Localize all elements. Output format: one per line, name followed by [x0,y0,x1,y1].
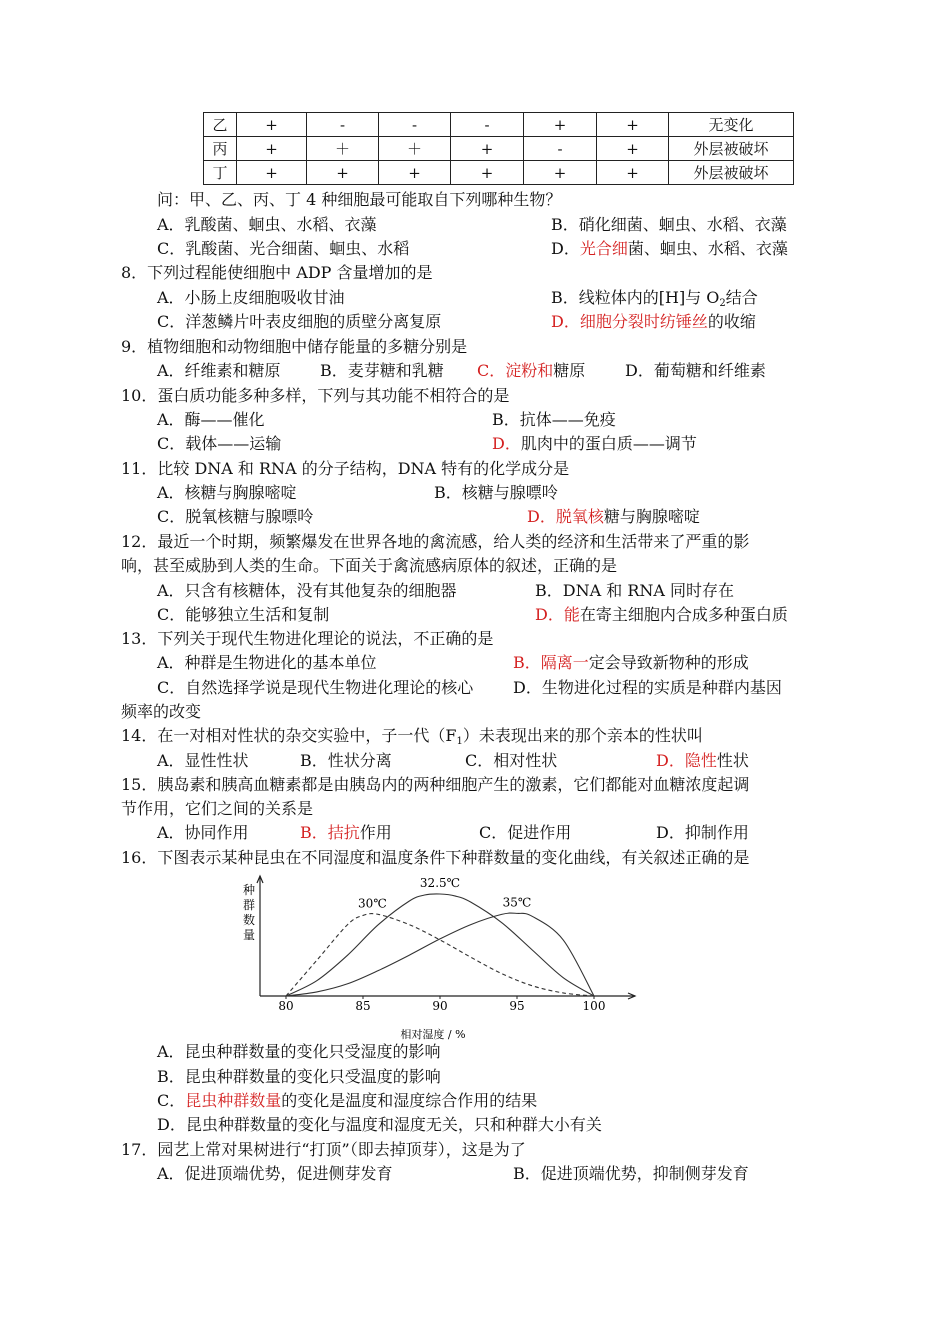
x-axis-label: 相对湿度 / % [400,1028,466,1041]
q14-option-b: B．性状分离 [300,751,392,770]
q11-option-a: A．核糖与胸腺嘧啶 [157,483,297,502]
row-result: 外层被破坏 [669,137,794,161]
table-cell: + [451,137,524,161]
subscript: 2 [719,298,726,309]
q17-option-b: B．促进顶端优势，抑制侧芽发育 [513,1164,749,1183]
q14-option-d [656,750,749,772]
answer-highlight: B．隔离一 [513,653,589,672]
q8-stem: 8．下列过程能使细胞中 ADP 含量增加的是 [121,263,433,282]
q9-option-d: D．葡萄糖和纤维素 [625,361,766,380]
q17-stem: 17．园艺上常对果树进行“打顶”（即去掉顶芽），这是为了 [121,1140,526,1159]
table-cell: ＋ [307,137,379,161]
y-axis-label-char: 数 [242,913,256,927]
q7-option-c: C．乳酸菌、光合细菌、蛔虫、水稻 [157,239,410,258]
answer-highlight: C．淀粉和 [477,361,554,380]
answer-highlight: D． [492,434,521,453]
q9-option-a: A．纤维素和糖原 [157,361,281,380]
q10-option-c: C．载体——运输 [157,434,282,453]
q15-option-d: D．抑制作用 [656,823,749,842]
q15-stem-line1: 15．胰岛素和胰高血糖素都是由胰岛内的两种细胞产生的激素，它们都能对血糖浓度起调 [121,775,750,794]
q9-option-b: B．麦芽糖和乳糖 [320,361,444,380]
q11-option-b: B．核糖与腺嘌呤 [434,483,558,502]
curve-35℃ [286,913,594,996]
chart-curves [286,894,594,996]
q16-option-b: B．昆虫种群数量的变化只受温度的影响 [157,1067,441,1086]
y-axis-label-char: 种 [242,883,256,897]
table-cell: + [237,113,307,137]
q15-option-a: A．协同作用 [157,823,249,842]
q17-option-a: A．促进顶端优势，促进侧芽发育 [157,1164,393,1183]
table-cell: + [237,161,307,185]
stem-text: ）未表现出来的那个亲本的性状叫 [462,726,703,745]
q16-option-a: A．昆虫种群数量的变化只受湿度的影响 [157,1042,441,1061]
table-cell: + [597,161,669,185]
q8-option-d [551,311,756,333]
q15-option-c: C．促进作用 [479,823,572,842]
row-label: 丙 [204,137,237,161]
result-table [203,112,794,185]
x-tick-label: 95 [509,999,525,1013]
subscript: 1 [456,736,463,747]
curve-labels [358,876,531,910]
q7-option-a: A．乳酸菌、蛔虫、水稻、衣藻 [157,215,377,234]
table-cell: - [379,113,451,137]
q15-stem-line2: 节作用，它们之间的关系是 [121,799,314,818]
option-text: 糖原 [553,361,586,380]
table-cell: + [379,161,451,185]
x-tick-label: 80 [278,999,294,1013]
q13-option-d-continued: 频率的改变 [121,702,202,721]
table-cell: - [307,113,379,137]
option-text: 性状 [716,751,749,770]
q13-option-d: D．生物进化过程的实质是种群内基因 [513,678,782,697]
option-letter: C． [157,1091,186,1110]
answer-highlight: D．脱氧核 [527,507,604,526]
table-cell: + [524,161,597,185]
option-text: 作用 [359,823,392,842]
q12-stem-line1: 12．最近一个时期，频繁爆发在世界各地的禽流感，给人类的经济和生活带来了严重的影 [121,532,750,551]
q8-option-c: C．洋葱鳞片叶表皮细胞的质壁分离复原 [157,312,442,331]
q8-option-b [551,287,758,309]
q12-stem-line2: 响，甚至威胁到人类的生命。下面关于禽流感病原体的叙述，正确的是 [121,556,618,575]
table-cell: + [307,161,379,185]
answer-highlight: 光合细 [579,239,628,258]
q14-option-c: C．相对性状 [465,751,558,770]
q16-stem: 16．下图表示某种昆虫在不同湿度和温度条件下种群数量的变化曲线，有关叙述正确的是 [121,848,750,867]
option-text: B．线粒体内的[H]与 O [551,288,720,307]
table-cell: + [524,113,597,137]
answer-highlight: B．拮抗 [300,823,360,842]
option-letter: D． [551,239,580,258]
row-label: 乙 [204,113,237,137]
option-text: 的变化是温度和湿度综合作用的结果 [281,1091,538,1110]
q12-option-a: A．只含有核糖体，没有其他复杂的细胞器 [157,581,457,600]
table-cell: + [597,113,669,137]
q15-option-b [300,822,392,844]
q10-option-a: A．酶——催化 [157,410,265,429]
option-text: 糖与胸腺嘧啶 [603,507,700,526]
answer-highlight: D．隐性 [656,751,717,770]
q13-option-c: C．自然选择学说是现代生物进化理论的核心 [157,678,474,697]
q12-option-d [535,604,788,626]
q10-stem: 10．蛋白质功能多种多样，下列与其功能不相符合的是 [121,386,510,405]
q9-option-c [477,360,585,382]
row-label: 丁 [204,161,237,185]
x-tick-labels [278,996,605,1013]
q12-option-c: C．能够独立生活和复制 [157,605,330,624]
x-tick-label: 100 [582,999,606,1013]
row-result: 无变化 [669,113,794,137]
answer-highlight: D．细胞分裂时纺锤丝 [551,312,708,331]
q10-option-b: B．抗体——免疫 [492,410,616,429]
answer-highlight: D．能 [535,605,580,624]
answer-highlight: 昆虫种群数量 [185,1091,282,1110]
row-result: 外层被破坏 [669,161,794,185]
q7-option-d [551,238,788,260]
y-axis-label [243,883,255,942]
y-axis-label-char: 量 [242,928,256,942]
q9-stem: 9．植物细胞和动物细胞中储存能量的多糖分别是 [121,337,468,356]
table-cell: ＋ [379,137,451,161]
table-row [204,137,794,161]
q10-option-d [492,433,697,455]
q12-option-b: B．DNA 和 RNA 同时存在 [535,581,735,600]
table-row [204,113,794,137]
option-text: 菌、蛔虫、水稻、衣藻 [627,239,788,258]
table-cell: + [237,137,307,161]
q16-option-d: D．昆虫种群数量的变化与温度和湿度无关，只和种群大小有关 [157,1115,602,1134]
table-cell: - [524,137,597,161]
option-text: 的收缩 [707,312,756,331]
table-row [204,161,794,185]
curve-label: 35℃ [502,895,532,910]
q13-stem: 13．下列关于现代生物进化理论的说法，不正确的是 [121,629,494,648]
option-text: 结合 [725,288,758,307]
option-text: 定会导致新物种的形成 [588,653,749,672]
stem-text: 14．在一对相对性状的杂交实验中，子一代（F [121,726,457,745]
q11-option-d [527,506,700,528]
option-text: 在寄主细胞内合成多种蛋白质 [579,605,788,624]
population-chart [235,868,655,1043]
q7-option-b: B．硝化细菌、蛔虫、水稻、衣藻 [551,215,787,234]
q14-option-a: A．显性性状 [157,751,249,770]
q16-option-c [157,1090,537,1112]
curve-label: 30℃ [358,896,387,911]
curve-label: 32.5℃ [419,876,461,890]
table-cell: + [451,161,524,185]
x-tick-label: 90 [432,999,448,1013]
q13-option-a: A．种群是生物进化的基本单位 [157,653,377,672]
option-text: 肌肉中的蛋白质——调节 [520,434,697,453]
q8-option-a: A．小肠上皮细胞吸收甘油 [157,288,345,307]
q14-stem [121,725,703,747]
q11-option-c: C．脱氧核糖与腺嘌呤 [157,507,314,526]
table-cell: - [451,113,524,137]
table-cell: + [597,137,669,161]
q11-stem: 11．比较 DNA 和 RNA 的分子结构，DNA 特有的化学成分是 [121,459,570,478]
q7-stem: 问：甲、乙、丙、丁 4 种细胞最可能取自下列哪种生物？ [157,190,562,209]
curve-32.5℃ [286,894,594,996]
q13-option-b [513,652,749,674]
x-tick-label: 85 [355,999,371,1013]
y-axis-label-char: 群 [242,898,256,912]
